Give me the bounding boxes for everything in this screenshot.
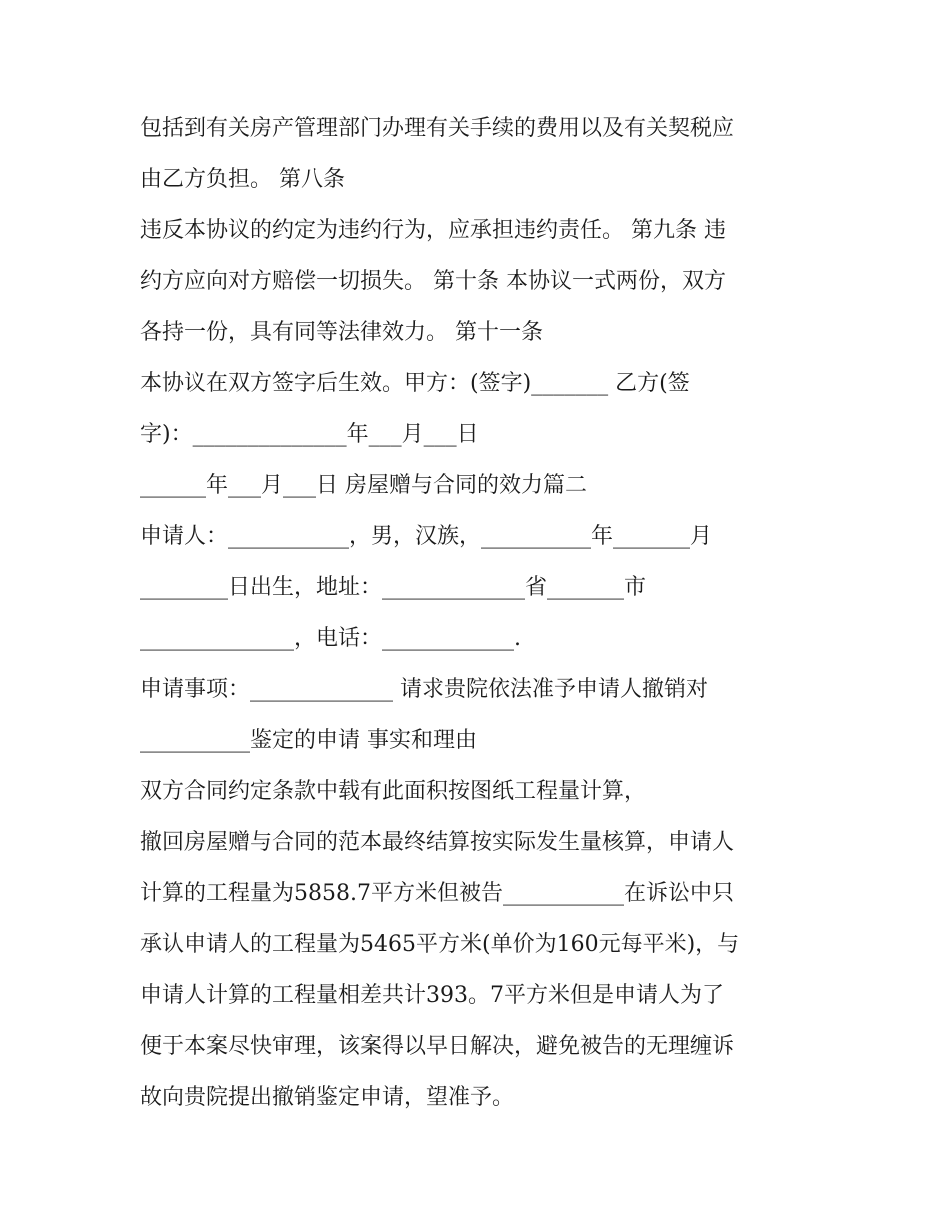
text-line: 承认申请人的工程量为5465平方米(单价为160元每平米)，与	[140, 932, 740, 957]
text-line: ______________，电话：____________.	[140, 626, 521, 651]
text-line: ________日出生，地址：_____________省_______市	[140, 575, 647, 600]
text-line: 由乙方负担。 第八条	[140, 167, 345, 192]
text-line: 字)：______________年___月___日	[140, 422, 479, 447]
text-line: 本协议在双方签字后生效。甲方：(签字)_______ 乙方(签	[140, 371, 690, 396]
text-line: 计算的工程量为5858.7平方米但被告___________在诉讼中只	[140, 881, 734, 906]
text-line: 申请事项：_____________ 请求贵院依法准予申请人撤销对	[140, 677, 708, 702]
text-line: 申请人：___________，男，汉族，__________年_______月	[140, 524, 713, 549]
text-line: 包括到有关房产管理部门办理有关手续的费用以及有关契税应	[140, 116, 735, 141]
text-line: 便于本案尽快审理，该案得以早日解决，避免被告的无理缠诉	[140, 1034, 735, 1059]
text-line: 申请人计算的工程量相差共计393。7平方米但是申请人为了	[140, 983, 724, 1008]
text-line: ______年___月___日 房屋赠与合同的效力篇二	[140, 473, 587, 498]
text-line: 约方应向对方赔偿一切损失。 第十条 本协议一式两份，双方	[140, 269, 726, 294]
text-line: 各持一份，具有同等法律效力。 第十一条	[140, 320, 543, 345]
text-line: 故向贵院提出撤销鉴定申请，望准予。	[140, 1085, 515, 1110]
text-line: __________鉴定的申请 事实和理由	[140, 728, 477, 753]
text-line: 双方合同约定条款中载有此面积按图纸工程量计算，	[140, 779, 647, 804]
text-line: 撤回房屋赠与合同的范本最终结算按实际发生量核算，申请人	[140, 830, 735, 855]
document-body	[140, 103, 830, 1123]
text-line: 违反本协议的约定为违约行为，应承担违约责任。 第九条 违	[140, 218, 726, 243]
